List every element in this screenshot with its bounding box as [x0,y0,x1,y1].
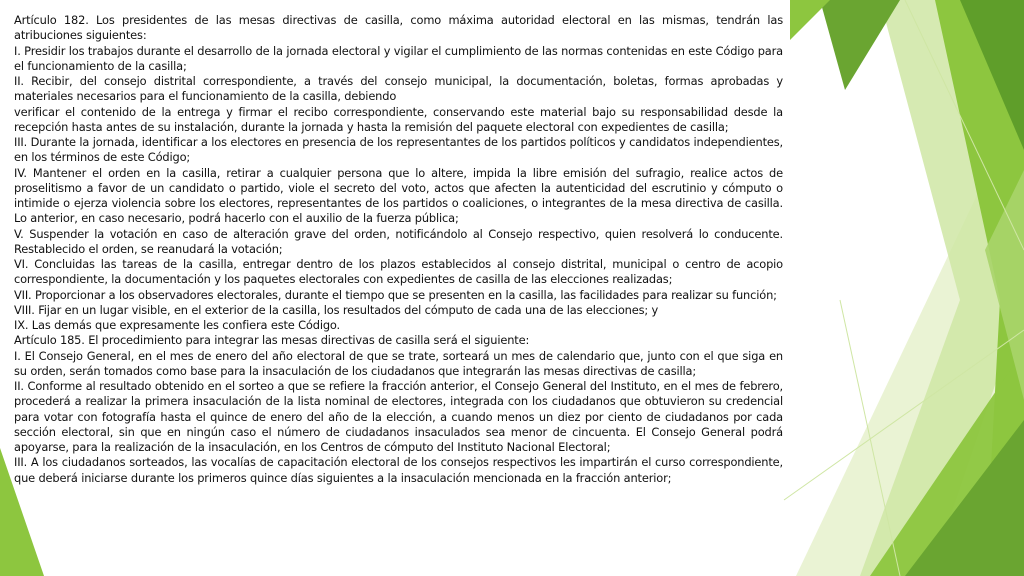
article-182-fraction-vii: VII. Proporcionar a los observadores electorales, durante el tiempo que se presenten en la casilla, las facilidades para realizar su función; [14,287,777,302]
article-182-fraction-v: V. Suspender la votación en caso de alteración grave del orden, notificándolo al Consejo respectivo, quien resolverá lo conducente. Restablecido el orden, se reanudará la votación; [14,226,783,256]
article-182-fraction-iii: III. Durante la jornada, identificar a los electores en presencia de los representantes de los partidos políticos y candidatos independientes, en los términos de este Código; [14,135,783,165]
article-185-fraction-iii: III. A los ciudadanos sorteados, las vocalías de capacitación electoral de los consejos respectivos les impartirán el curso correspondiente, que deberá iniciarse durante los primeros quince días siguientes a la insaculación mencionada en la fracción anterior; [14,455,783,485]
article-182-fraction-ix: IX. Las demás que expresamente les confiera este Código. [14,318,341,332]
article-182-fraction-i: I. Presidir los trabajos durante el desarrollo de la jornada electoral y vigilar el cumplimiento de las normas contenidas en este Código para el funcionamiento de la casilla; [14,43,783,73]
article-185-fraction-ii: II. Conforme al resultado obtenido en el sorteo a que se refiere la fracción anterior, el Consejo General del Instituto, en el mes de febrero, procederá a realizar la primera insaculación de la lista nominal de electores, integrada con los ciudadanos que obtuvieron su credencial para votar con fotografía hasta el quince de enero del año de la elección, a cuando menos un diez por ciento de ciudadanos por cada sección electoral, sin que en ningún caso el número de ciudadanos insaculados sea menor de cincuenta. El Consejo General podrá apoyarse, para la realización de la insaculación, en los Centros de cómputo del Instituto Nacional Electoral; [14,379,783,454]
article-182-fraction-vi: VI. Concluidas las tareas de la casilla, entregar dentro de los plazos establecidos al consejo distrital, municipal o centro de acopio correspondiente, la documentación y los paquetes electorales con expedientes de casilla de las elecciones realizadas; [14,257,783,287]
article-185-heading: Artículo 185. El procedimiento para integrar las mesas directivas de casilla será el siguiente: [14,333,530,348]
article-185-fraction-i: I. El Consejo General, en el mes de enero del año electoral de que se trate, sorteará un mes de calendario que, junto con el que siga en su orden, serán tomados como base para la insaculación de los ciudadanos que integrarán las mesas directivas de casilla; [14,348,783,378]
article-182-heading: Artículo 182. Los presidentes de las mesas directivas de casilla, como máxima autoridad electoral en las mismas, tendrán las atribuciones siguientes: [14,13,783,43]
article-182-fraction-ii: II. Recibir, del consejo distrital correspondiente, a través del consejo municipal, la documentación, boletas, formas aprobadas y materiales necesarios para el funcionamiento de la casilla, debiendo [14,74,783,104]
article-182-fraction-viii: VIII. Fijar en un lugar visible, en el exterior de la casilla, los resultados del cómputo de cada una de las elecciones; y [14,302,659,317]
right-facet-green-upper [790,0,830,40]
slide-text-body [14,13,783,486]
article-182-fraction-iv: IV. Mantener el orden en la casilla, retirar a cualquier persona que lo altere, impida la libre emisión del sufragio, realice actos de proselitismo a favor de un candidato o partido, viole el secreto del voto, actos que afecten la autenticidad del escrutinio y cómputo o intimide o ejerza violencia sobre los electores, representantes de los partidos o coaliciones, o integrantes de la mesa directiva de casilla. Lo anterior, en caso necesario, podrá hacerlo con el auxilio de la fuerza pública; [14,165,783,226]
article-182-fraction-ii-cont: verificar el contenido de la entrega y firmar el recibo correspondiente, conservando este material bajo su responsabilidad desde la recepción hasta antes de su instalación, durante la jornada y hasta la remisión del paquete electoral con expedientes de casilla; [14,104,783,134]
right-facet-olive [820,0,900,90]
